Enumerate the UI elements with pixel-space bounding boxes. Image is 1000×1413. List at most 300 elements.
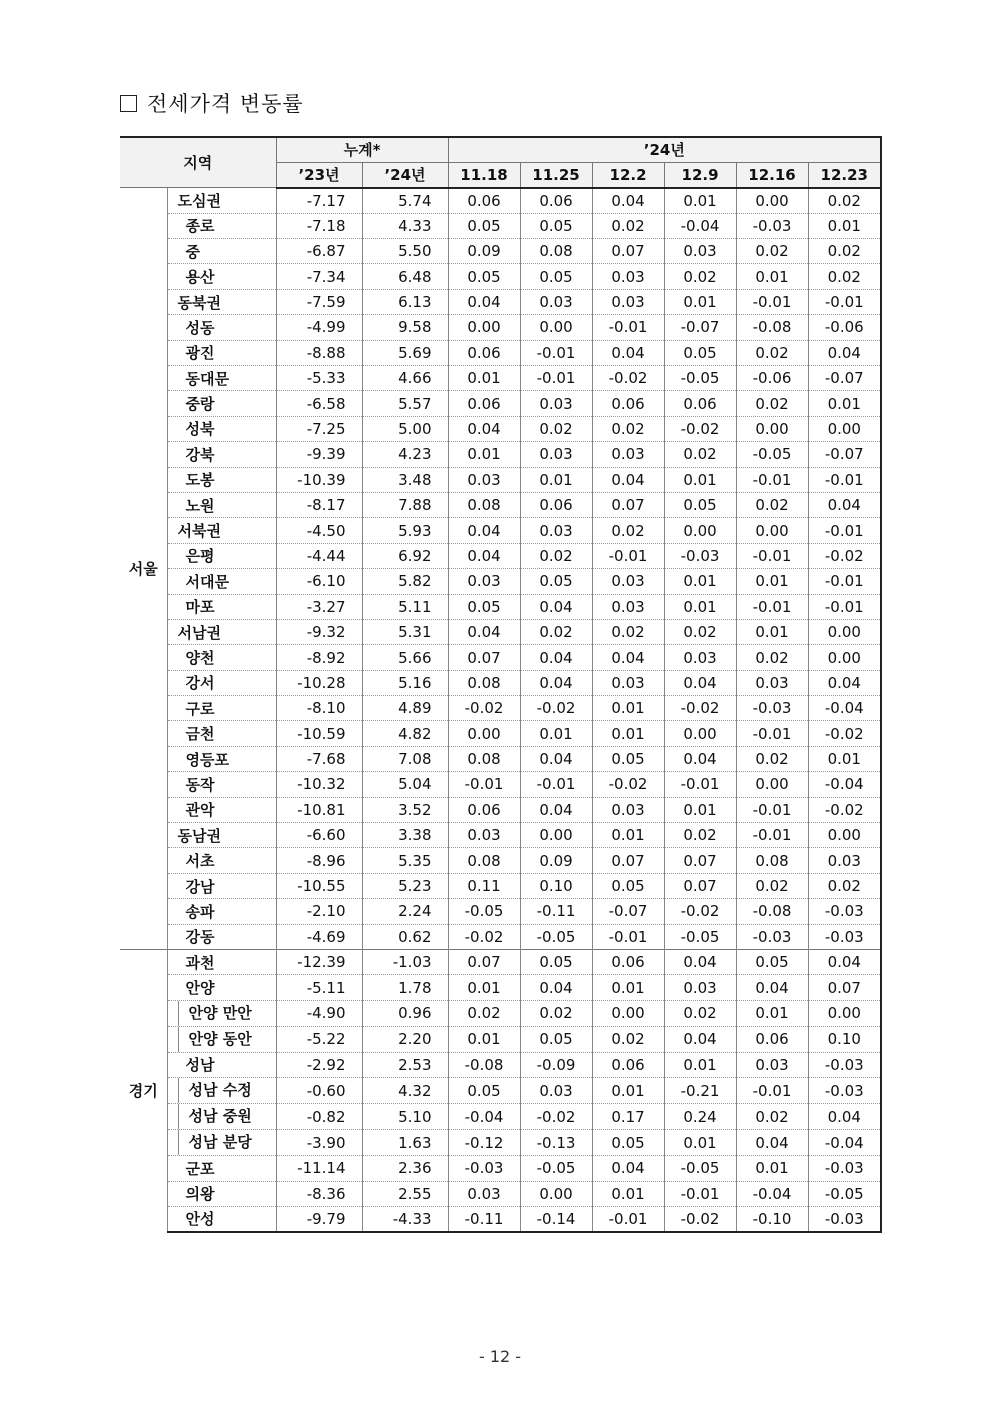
weekly-change-cell: -0.08 bbox=[448, 1052, 520, 1077]
region-label: 송파 bbox=[167, 899, 276, 924]
subregion-label-text: 성남 중원 bbox=[178, 1104, 252, 1129]
weekly-change-cell: 0.08 bbox=[448, 746, 520, 771]
weekly-change-cell: -0.08 bbox=[736, 899, 808, 924]
weekly-change-cell: 0.01 bbox=[736, 1156, 808, 1181]
weekly-change-cell: 0.04 bbox=[664, 950, 736, 975]
weekly-change-cell: 0.06 bbox=[448, 391, 520, 416]
region-label: 용산 bbox=[167, 264, 276, 289]
cumulative-c23-cell: -3.27 bbox=[276, 594, 362, 619]
weekly-change-cell: 0.03 bbox=[448, 823, 520, 848]
table-row bbox=[120, 1206, 881, 1231]
table-row bbox=[120, 823, 881, 848]
weekly-change-cell: -0.01 bbox=[448, 772, 520, 797]
region-label: 동대문 bbox=[167, 366, 276, 391]
region-label: 강동 bbox=[167, 924, 276, 949]
weekly-change-cell: 0.04 bbox=[664, 746, 736, 771]
weekly-change-cell: 0.05 bbox=[448, 264, 520, 289]
cumulative-c24-cell: 2.55 bbox=[362, 1181, 448, 1206]
weekly-change-cell: -0.03 bbox=[736, 696, 808, 721]
cumulative-c23-cell: -8.36 bbox=[276, 1181, 362, 1206]
region-label: 강북 bbox=[167, 442, 276, 467]
section-title bbox=[120, 88, 304, 118]
weekly-change-cell: 0.04 bbox=[520, 670, 592, 695]
weekly-change-cell: -0.01 bbox=[520, 340, 592, 365]
cumulative-c23-cell: -10.81 bbox=[276, 797, 362, 822]
region-label bbox=[167, 1000, 276, 1026]
weekly-change-cell: -0.05 bbox=[664, 924, 736, 949]
weekly-change-cell: 0.04 bbox=[736, 975, 808, 1000]
weekly-change-cell: 0.03 bbox=[664, 239, 736, 264]
weekly-change-cell: 0.02 bbox=[808, 188, 881, 213]
weekly-change-cell: 0.00 bbox=[448, 315, 520, 340]
weekly-change-cell: 0.03 bbox=[592, 797, 664, 822]
weekly-change-cell: 0.02 bbox=[736, 492, 808, 517]
cumulative-c24-cell: 1.78 bbox=[362, 975, 448, 1000]
cumulative-c24-cell: 6.48 bbox=[362, 264, 448, 289]
weekly-change-cell: 0.02 bbox=[664, 619, 736, 644]
header-week-1: 11.18 bbox=[448, 162, 520, 187]
weekly-change-cell: 0.03 bbox=[448, 467, 520, 492]
weekly-change-cell: 0.02 bbox=[736, 873, 808, 898]
weekly-change-cell: 0.06 bbox=[592, 950, 664, 975]
weekly-change-cell: 0.04 bbox=[736, 1130, 808, 1156]
weekly-change-cell: -0.21 bbox=[664, 1078, 736, 1104]
weekly-change-cell: 0.06 bbox=[448, 340, 520, 365]
cumulative-c23-cell: -10.59 bbox=[276, 721, 362, 746]
cumulative-c24-cell: 5.35 bbox=[362, 848, 448, 873]
weekly-change-cell: 0.01 bbox=[592, 696, 664, 721]
weekly-change-cell: 0.05 bbox=[520, 264, 592, 289]
table-row bbox=[120, 442, 881, 467]
weekly-change-cell: 0.01 bbox=[592, 1181, 664, 1206]
weekly-change-cell: -0.11 bbox=[448, 1206, 520, 1231]
cumulative-c23-cell: -9.79 bbox=[276, 1206, 362, 1231]
weekly-change-cell: 0.02 bbox=[736, 239, 808, 264]
weekly-change-cell: -0.04 bbox=[808, 1130, 881, 1156]
region-label: 강남 bbox=[167, 873, 276, 898]
cumulative-c24-cell: -1.03 bbox=[362, 950, 448, 975]
region-label: 과천 bbox=[167, 950, 276, 975]
cumulative-c23-cell: -6.60 bbox=[276, 823, 362, 848]
table-row bbox=[120, 1130, 881, 1156]
weekly-change-cell: -0.08 bbox=[736, 315, 808, 340]
weekly-change-cell: 0.05 bbox=[448, 1078, 520, 1104]
region-label: 서남권 bbox=[167, 619, 276, 644]
region-label: 성남 bbox=[167, 1052, 276, 1077]
header-cum-24: ’24년 bbox=[362, 162, 448, 187]
header-week-5: 12.16 bbox=[736, 162, 808, 187]
region-label: 서초 bbox=[167, 848, 276, 873]
table-row bbox=[120, 315, 881, 340]
region-label: 동작 bbox=[167, 772, 276, 797]
weekly-change-cell: 0.04 bbox=[520, 594, 592, 619]
weekly-change-cell: 0.07 bbox=[592, 239, 664, 264]
weekly-change-cell: 0.17 bbox=[592, 1104, 664, 1130]
weekly-change-cell: 0.00 bbox=[736, 518, 808, 543]
cumulative-c23-cell: -3.90 bbox=[276, 1130, 362, 1156]
region-label: 군포 bbox=[167, 1156, 276, 1181]
weekly-change-cell: -0.02 bbox=[448, 696, 520, 721]
weekly-change-cell: 0.04 bbox=[808, 950, 881, 975]
weekly-change-cell: 0.09 bbox=[520, 848, 592, 873]
cumulative-c24-cell: 5.82 bbox=[362, 569, 448, 594]
weekly-change-cell: 0.03 bbox=[448, 569, 520, 594]
weekly-change-cell: 0.03 bbox=[520, 1078, 592, 1104]
table-row bbox=[120, 975, 881, 1000]
cumulative-c24-cell: 2.53 bbox=[362, 1052, 448, 1077]
weekly-change-cell: 0.07 bbox=[592, 848, 664, 873]
table-row bbox=[120, 467, 881, 492]
cumulative-c23-cell: -6.87 bbox=[276, 239, 362, 264]
weekly-change-cell: -0.03 bbox=[736, 213, 808, 238]
weekly-change-cell: -0.01 bbox=[592, 1206, 664, 1231]
weekly-change-cell: 0.03 bbox=[520, 391, 592, 416]
weekly-change-cell: 0.02 bbox=[448, 1000, 520, 1026]
weekly-change-cell: -0.03 bbox=[448, 1156, 520, 1181]
cumulative-c23-cell: -6.58 bbox=[276, 391, 362, 416]
weekly-change-cell: 0.10 bbox=[520, 873, 592, 898]
weekly-change-cell: -0.12 bbox=[448, 1130, 520, 1156]
weekly-change-cell: 0.02 bbox=[664, 1000, 736, 1026]
table-row bbox=[120, 1181, 881, 1206]
table-row bbox=[120, 416, 881, 441]
header-week-4: 12.9 bbox=[664, 162, 736, 187]
weekly-change-cell: 0.01 bbox=[736, 619, 808, 644]
weekly-change-cell: -0.01 bbox=[592, 543, 664, 568]
cumulative-c23-cell: -8.17 bbox=[276, 492, 362, 517]
weekly-change-cell: 0.01 bbox=[664, 1130, 736, 1156]
weekly-change-cell: 0.04 bbox=[520, 975, 592, 1000]
weekly-change-cell: -0.01 bbox=[736, 594, 808, 619]
header-cumulative: 누계* bbox=[276, 137, 448, 162]
weekly-change-cell: -0.04 bbox=[664, 213, 736, 238]
table-body bbox=[120, 188, 881, 1232]
table-row bbox=[120, 1052, 881, 1077]
weekly-change-cell: 0.03 bbox=[808, 848, 881, 873]
weekly-change-cell: -0.01 bbox=[808, 594, 881, 619]
weekly-change-cell: 0.02 bbox=[592, 518, 664, 543]
table-row bbox=[120, 950, 881, 975]
table-row bbox=[120, 848, 881, 873]
weekly-change-cell: 0.01 bbox=[736, 569, 808, 594]
table-row bbox=[120, 188, 881, 213]
weekly-change-cell: 0.03 bbox=[592, 289, 664, 314]
region-label bbox=[167, 1026, 276, 1052]
weekly-change-cell: 0.04 bbox=[664, 670, 736, 695]
weekly-change-cell: 0.07 bbox=[664, 873, 736, 898]
weekly-change-cell: 0.00 bbox=[520, 823, 592, 848]
weekly-change-cell: 0.04 bbox=[448, 518, 520, 543]
weekly-change-cell: 0.03 bbox=[592, 264, 664, 289]
weekly-change-cell: 0.01 bbox=[736, 264, 808, 289]
table-row bbox=[120, 1104, 881, 1130]
cumulative-c23-cell: -5.22 bbox=[276, 1026, 362, 1052]
weekly-change-cell: -0.01 bbox=[736, 467, 808, 492]
weekly-change-cell: -0.02 bbox=[592, 366, 664, 391]
region-label: 성북 bbox=[167, 416, 276, 441]
weekly-change-cell: 0.03 bbox=[520, 442, 592, 467]
weekly-change-cell: -0.01 bbox=[592, 315, 664, 340]
header-year-24: ’24년 bbox=[448, 137, 881, 162]
cumulative-c24-cell: 4.89 bbox=[362, 696, 448, 721]
cumulative-c23-cell: -4.69 bbox=[276, 924, 362, 949]
table-row bbox=[120, 518, 881, 543]
region-label: 관악 bbox=[167, 797, 276, 822]
weekly-change-cell: 0.01 bbox=[520, 467, 592, 492]
weekly-change-cell: -0.02 bbox=[448, 924, 520, 949]
table-row bbox=[120, 899, 881, 924]
region-label: 도심권 bbox=[167, 188, 276, 213]
cumulative-c23-cell: -5.11 bbox=[276, 975, 362, 1000]
cumulative-c24-cell: 2.24 bbox=[362, 899, 448, 924]
weekly-change-cell: -0.01 bbox=[808, 569, 881, 594]
weekly-change-cell: 0.08 bbox=[448, 848, 520, 873]
table-row bbox=[120, 772, 881, 797]
weekly-change-cell: 0.00 bbox=[736, 772, 808, 797]
cumulative-c23-cell: -7.18 bbox=[276, 213, 362, 238]
weekly-change-cell: 0.01 bbox=[808, 213, 881, 238]
weekly-change-cell: 0.02 bbox=[592, 213, 664, 238]
weekly-change-cell: 0.00 bbox=[808, 416, 881, 441]
weekly-change-cell: 0.02 bbox=[808, 873, 881, 898]
weekly-change-cell: 0.00 bbox=[664, 721, 736, 746]
region-group-label: 서울 bbox=[120, 188, 167, 950]
weekly-change-cell: -0.01 bbox=[736, 823, 808, 848]
cumulative-c24-cell: 6.92 bbox=[362, 543, 448, 568]
table-row bbox=[120, 1000, 881, 1026]
weekly-change-cell: 0.04 bbox=[448, 289, 520, 314]
cumulative-c23-cell: -2.10 bbox=[276, 899, 362, 924]
cumulative-c24-cell: 4.66 bbox=[362, 366, 448, 391]
weekly-change-cell: 0.03 bbox=[736, 670, 808, 695]
cumulative-c24-cell: 7.88 bbox=[362, 492, 448, 517]
region-label bbox=[167, 1130, 276, 1156]
weekly-change-cell: -0.01 bbox=[736, 543, 808, 568]
subregion-label-text: 안양 만안 bbox=[178, 1001, 252, 1026]
cumulative-c23-cell: -10.32 bbox=[276, 772, 362, 797]
weekly-change-cell: 0.11 bbox=[448, 873, 520, 898]
weekly-change-cell: 0.02 bbox=[520, 1000, 592, 1026]
weekly-change-cell: 0.00 bbox=[736, 416, 808, 441]
weekly-change-cell: 0.05 bbox=[664, 340, 736, 365]
weekly-change-cell: 0.00 bbox=[520, 315, 592, 340]
weekly-change-cell: -0.01 bbox=[808, 289, 881, 314]
weekly-change-cell: -0.01 bbox=[592, 924, 664, 949]
weekly-change-cell: 0.05 bbox=[448, 213, 520, 238]
cumulative-c24-cell: 5.31 bbox=[362, 619, 448, 644]
weekly-change-cell: 0.03 bbox=[592, 442, 664, 467]
weekly-change-cell: -0.02 bbox=[808, 797, 881, 822]
weekly-change-cell: 0.04 bbox=[592, 467, 664, 492]
weekly-change-cell: 0.04 bbox=[520, 746, 592, 771]
weekly-change-cell: -0.06 bbox=[736, 366, 808, 391]
weekly-change-cell: 0.02 bbox=[664, 264, 736, 289]
table-row bbox=[120, 797, 881, 822]
weekly-change-cell: 0.02 bbox=[520, 416, 592, 441]
region-label: 노원 bbox=[167, 492, 276, 517]
cumulative-c24-cell: 5.16 bbox=[362, 670, 448, 695]
table-row bbox=[120, 213, 881, 238]
cumulative-c24-cell: 0.62 bbox=[362, 924, 448, 949]
region-label: 구로 bbox=[167, 696, 276, 721]
weekly-change-cell: 0.03 bbox=[592, 569, 664, 594]
weekly-change-cell: 0.08 bbox=[736, 848, 808, 873]
weekly-change-cell: 0.07 bbox=[448, 950, 520, 975]
cumulative-c23-cell: -4.99 bbox=[276, 315, 362, 340]
cumulative-c24-cell: -4.33 bbox=[362, 1206, 448, 1231]
weekly-change-cell: 0.04 bbox=[592, 1156, 664, 1181]
cumulative-c24-cell: 7.08 bbox=[362, 746, 448, 771]
region-label: 서대문 bbox=[167, 569, 276, 594]
weekly-change-cell: 0.04 bbox=[808, 1104, 881, 1130]
weekly-change-cell: -0.07 bbox=[664, 315, 736, 340]
table-row bbox=[120, 594, 881, 619]
weekly-change-cell: -0.02 bbox=[664, 696, 736, 721]
cumulative-c24-cell: 2.20 bbox=[362, 1026, 448, 1052]
region-label: 중랑 bbox=[167, 391, 276, 416]
cumulative-c23-cell: -7.17 bbox=[276, 188, 362, 213]
weekly-change-cell: 0.01 bbox=[664, 467, 736, 492]
weekly-change-cell: -0.01 bbox=[736, 797, 808, 822]
weekly-change-cell: 0.01 bbox=[592, 721, 664, 746]
weekly-change-cell: 0.07 bbox=[664, 848, 736, 873]
weekly-change-cell: -0.03 bbox=[808, 1206, 881, 1231]
weekly-change-cell: 0.00 bbox=[520, 1181, 592, 1206]
cumulative-c24-cell: 6.13 bbox=[362, 289, 448, 314]
weekly-change-cell: 0.06 bbox=[520, 188, 592, 213]
cumulative-c24-cell: 5.57 bbox=[362, 391, 448, 416]
region-label: 은평 bbox=[167, 543, 276, 568]
subregion-label-text: 성남 수정 bbox=[178, 1078, 252, 1103]
region-label: 종로 bbox=[167, 213, 276, 238]
weekly-change-cell: -0.03 bbox=[808, 1078, 881, 1104]
region-label bbox=[167, 1078, 276, 1104]
cumulative-c23-cell: -8.92 bbox=[276, 645, 362, 670]
weekly-change-cell: 0.00 bbox=[592, 1000, 664, 1026]
cumulative-c23-cell: -0.60 bbox=[276, 1078, 362, 1104]
cumulative-c23-cell: -10.28 bbox=[276, 670, 362, 695]
weekly-change-cell: -0.05 bbox=[520, 924, 592, 949]
cumulative-c23-cell: -6.10 bbox=[276, 569, 362, 594]
table-row bbox=[120, 619, 881, 644]
weekly-change-cell: 0.05 bbox=[448, 594, 520, 619]
weekly-change-cell: 0.00 bbox=[808, 823, 881, 848]
table-row bbox=[120, 1026, 881, 1052]
cumulative-c24-cell: 1.63 bbox=[362, 1130, 448, 1156]
weekly-change-cell: 0.00 bbox=[664, 518, 736, 543]
weekly-change-cell: 0.02 bbox=[736, 391, 808, 416]
weekly-change-cell: 0.06 bbox=[664, 391, 736, 416]
weekly-change-cell: 0.02 bbox=[664, 823, 736, 848]
table-row bbox=[120, 873, 881, 898]
weekly-change-cell: -0.01 bbox=[736, 289, 808, 314]
weekly-change-cell: -0.01 bbox=[520, 366, 592, 391]
header-cum-23: ’23년 bbox=[276, 162, 362, 187]
weekly-change-cell: -0.07 bbox=[808, 366, 881, 391]
weekly-change-cell: 0.05 bbox=[592, 873, 664, 898]
weekly-change-cell: -0.05 bbox=[664, 366, 736, 391]
weekly-change-cell: 0.02 bbox=[736, 645, 808, 670]
weekly-change-cell: -0.03 bbox=[808, 1156, 881, 1181]
weekly-change-cell: 0.04 bbox=[664, 1026, 736, 1052]
weekly-change-cell: 0.05 bbox=[736, 950, 808, 975]
region-label: 중 bbox=[167, 239, 276, 264]
region-label: 안양 bbox=[167, 975, 276, 1000]
cumulative-c23-cell: -2.92 bbox=[276, 1052, 362, 1077]
weekly-change-cell: -0.09 bbox=[520, 1052, 592, 1077]
weekly-change-cell: -0.04 bbox=[736, 1181, 808, 1206]
weekly-change-cell: 0.02 bbox=[736, 340, 808, 365]
weekly-change-cell: 0.05 bbox=[592, 1130, 664, 1156]
weekly-change-cell: 0.00 bbox=[808, 619, 881, 644]
subregion-label-text: 성남 분당 bbox=[178, 1130, 252, 1155]
weekly-change-cell: -0.01 bbox=[664, 1181, 736, 1206]
weekly-change-cell: -0.02 bbox=[808, 543, 881, 568]
header-region: 지역 bbox=[120, 137, 276, 188]
weekly-change-cell: -0.02 bbox=[664, 1206, 736, 1231]
cumulative-c24-cell: 5.10 bbox=[362, 1104, 448, 1130]
table-row bbox=[120, 1156, 881, 1181]
region-label: 양천 bbox=[167, 645, 276, 670]
weekly-change-cell: 0.01 bbox=[664, 797, 736, 822]
subregion-label-text: 안양 동안 bbox=[178, 1027, 252, 1052]
weekly-change-cell: 0.01 bbox=[664, 569, 736, 594]
jeonse-price-change-table bbox=[120, 136, 882, 1233]
weekly-change-cell: 0.02 bbox=[808, 264, 881, 289]
weekly-change-cell: -0.10 bbox=[736, 1206, 808, 1231]
cumulative-c23-cell: -4.90 bbox=[276, 1000, 362, 1026]
checkbox-square-icon bbox=[120, 95, 137, 112]
weekly-change-cell: -0.03 bbox=[664, 543, 736, 568]
weekly-change-cell: 0.04 bbox=[592, 645, 664, 670]
weekly-change-cell: 0.02 bbox=[592, 1026, 664, 1052]
cumulative-c24-cell: 5.23 bbox=[362, 873, 448, 898]
cumulative-c23-cell: -7.25 bbox=[276, 416, 362, 441]
region-label bbox=[167, 1104, 276, 1130]
weekly-change-cell: -0.05 bbox=[736, 442, 808, 467]
weekly-change-cell: 0.08 bbox=[520, 239, 592, 264]
weekly-change-cell: -0.04 bbox=[808, 772, 881, 797]
region-label: 성동 bbox=[167, 315, 276, 340]
weekly-change-cell: -0.02 bbox=[592, 772, 664, 797]
cumulative-c23-cell: -8.10 bbox=[276, 696, 362, 721]
weekly-change-cell: 0.02 bbox=[808, 239, 881, 264]
region-label: 광진 bbox=[167, 340, 276, 365]
weekly-change-cell: 0.05 bbox=[520, 1026, 592, 1052]
weekly-change-cell: -0.02 bbox=[664, 899, 736, 924]
weekly-change-cell: -0.04 bbox=[808, 696, 881, 721]
weekly-change-cell: 0.05 bbox=[592, 746, 664, 771]
cumulative-c24-cell: 5.74 bbox=[362, 188, 448, 213]
weekly-change-cell: 0.06 bbox=[448, 188, 520, 213]
cumulative-c24-cell: 9.58 bbox=[362, 315, 448, 340]
table-row bbox=[120, 569, 881, 594]
table-row bbox=[120, 239, 881, 264]
cumulative-c24-cell: 3.48 bbox=[362, 467, 448, 492]
weekly-change-cell: 0.02 bbox=[736, 746, 808, 771]
weekly-change-cell: 0.03 bbox=[520, 518, 592, 543]
weekly-change-cell: 0.04 bbox=[808, 492, 881, 517]
weekly-change-cell: 0.02 bbox=[520, 619, 592, 644]
weekly-change-cell: 0.04 bbox=[520, 797, 592, 822]
weekly-change-cell: 0.02 bbox=[664, 442, 736, 467]
cumulative-c24-cell: 4.23 bbox=[362, 442, 448, 467]
weekly-change-cell: 0.03 bbox=[736, 1052, 808, 1077]
weekly-change-cell: -0.01 bbox=[808, 467, 881, 492]
weekly-change-cell: -0.02 bbox=[520, 696, 592, 721]
cumulative-c24-cell: 4.32 bbox=[362, 1078, 448, 1104]
table-row bbox=[120, 924, 881, 949]
